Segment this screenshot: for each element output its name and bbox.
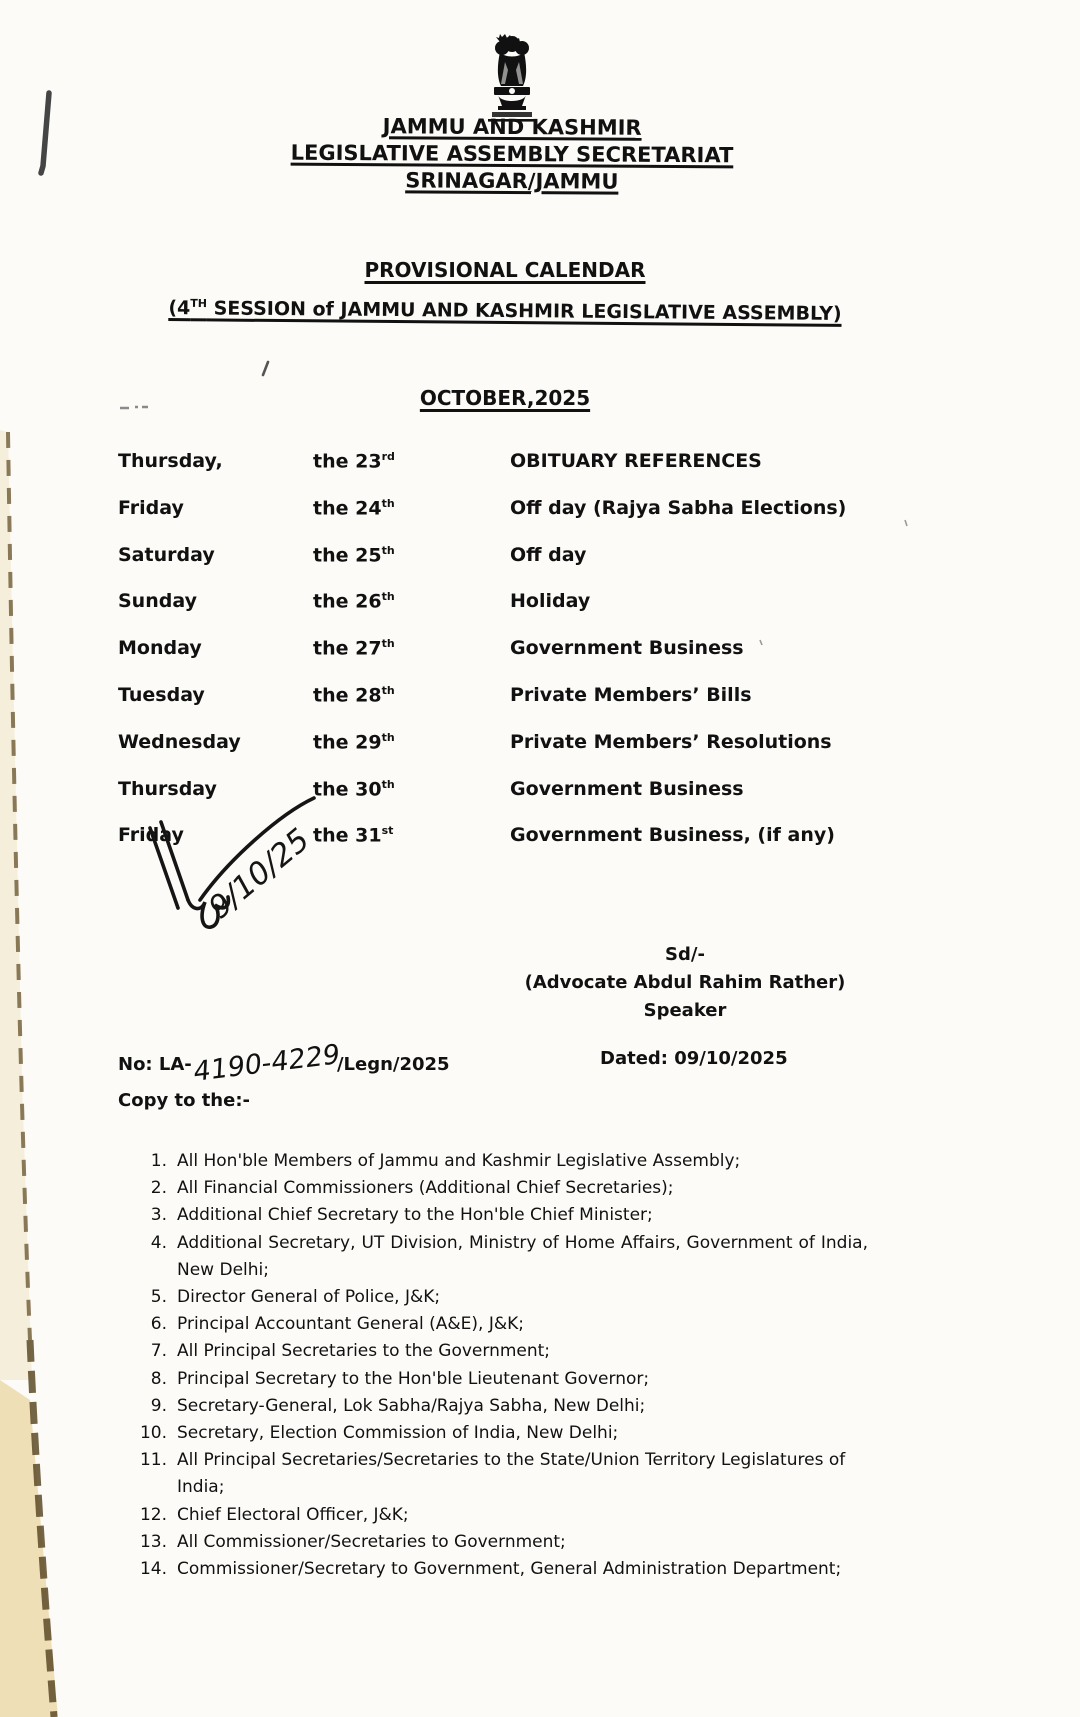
page-title: PROVISIONAL CALENDAR	[364, 258, 646, 282]
schedule-date: the 26th	[313, 590, 395, 613]
list-text: Chief Electoral Officer, J&K;	[177, 1504, 409, 1525]
schedule-row	[118, 731, 938, 778]
list-text: Additional Secretary, UT Division, Ministry of Home Affairs, Government of India, New Delhi;	[177, 1232, 868, 1280]
schedule-business: Government Business	[510, 777, 744, 800]
list-number: 12.	[139, 1504, 167, 1525]
schedule-business: Government Business	[510, 637, 744, 660]
list-number: 8.	[150, 1368, 167, 1389]
schedule-row	[118, 497, 938, 544]
schedule-day: Sunday	[118, 590, 197, 613]
list-text: Secretary-General, Lok Sabha/Rajya Sabha, New Delhi;	[177, 1395, 646, 1416]
list-text: Director General of Police, J&K;	[177, 1287, 441, 1308]
list-item	[120, 1230, 868, 1284]
list-number: 9.	[150, 1395, 167, 1416]
list-number: 6.	[150, 1314, 167, 1335]
signatory-block	[500, 941, 870, 1025]
schedule-business: Private Members’ Bills	[510, 683, 752, 706]
schedule-date: the 28th	[313, 683, 395, 707]
schedule-date: the 31st	[313, 824, 394, 847]
list-text: All Principal Secretaries/Secretaries to the State/Union Territory Legislatures of India;	[177, 1450, 846, 1498]
list-text: Principal Accountant General (A&E), J&K;	[177, 1314, 524, 1335]
schedule-row	[118, 590, 938, 637]
schedule-business: Holiday	[510, 590, 591, 613]
schedule-business: Private Members’ Resolutions	[510, 730, 832, 753]
list-item	[120, 1366, 868, 1393]
list-text: All Hon'ble Members of Jammu and Kashmir Legislative Assembly;	[177, 1151, 741, 1171]
reference-line	[118, 1038, 998, 1089]
reference-number: No: LA-4190-4229/Legn/2025	[118, 1038, 450, 1089]
month-title: OCTOBER,2025	[419, 386, 591, 410]
schedule-day: Wednesday	[118, 730, 241, 753]
signatory-role: Speaker	[643, 1000, 727, 1021]
schedule-date: the 25th	[313, 543, 395, 566]
schedule-day: Friday	[118, 496, 184, 519]
list-text: All Principal Secretaries to the Government;	[177, 1341, 551, 1362]
list-number: 3.	[150, 1205, 167, 1226]
list-item	[120, 1202, 868, 1229]
schedule-row	[118, 544, 938, 591]
schedule-day: Tuesday	[118, 683, 205, 706]
session-subtitle: (4TH SESSION of JAMMU AND KASHMIR LEGISLATIVE ASSEMBLY)	[168, 297, 842, 326]
schedule-business: Government Business, (if any)	[510, 824, 835, 847]
list-number: 4.	[150, 1232, 167, 1253]
schedule-row	[118, 684, 938, 731]
pen-mark	[41, 93, 49, 173]
org-line-2: LEGISLATIVE ASSEMBLY SECRETARIAT	[290, 140, 734, 168]
schedule-day: Saturday	[118, 543, 215, 566]
list-item	[120, 1311, 868, 1338]
schedule-day: Thursday,	[118, 450, 223, 472]
schedule-business: OBITUARY REFERENCES	[510, 450, 762, 472]
stray-comma-mark	[263, 362, 268, 375]
list-number: 1.	[150, 1151, 167, 1171]
list-number: 13.	[139, 1531, 167, 1552]
sd-label: Sd/-	[665, 944, 705, 965]
list-item	[120, 1447, 868, 1501]
list-number: 2.	[150, 1178, 167, 1199]
schedule-business: Off day	[510, 543, 587, 566]
list-text: Additional Chief Secretary to the Hon'ble Chief Minister;	[177, 1205, 653, 1226]
schedule-day: Friday	[118, 824, 184, 847]
list-item	[120, 1420, 868, 1447]
schedule-day: Monday	[118, 637, 202, 660]
schedule-date: the 23rd	[313, 450, 395, 473]
signatory-name: (Advocate Abdul Rahim Rather)	[524, 972, 846, 993]
letterhead	[112, 112, 912, 198]
list-number: 5.	[150, 1287, 167, 1308]
list-item	[120, 1502, 868, 1529]
dated-label: Dated: 09/10/2025	[600, 1048, 788, 1069]
emblem-of-india-icon	[478, 32, 546, 124]
copy-heading: Copy to the:-	[118, 1090, 250, 1111]
schedule-date: the 29th	[313, 730, 395, 754]
list-number: 10.	[139, 1423, 167, 1444]
list-item	[120, 1338, 868, 1365]
list-text: All Financial Commissioners (Additional Chief Secretaries);	[177, 1178, 674, 1199]
schedule-row	[118, 450, 938, 497]
list-text: Principal Secretary to the Hon'ble Lieutenant Governor;	[177, 1368, 650, 1389]
org-line-1: JAMMU AND KASHMIR	[382, 114, 642, 140]
list-number: 7.	[150, 1341, 167, 1362]
schedule-date: the 24th	[313, 496, 395, 520]
list-number: 11.	[139, 1450, 167, 1471]
schedule-date: the 27th	[313, 637, 395, 660]
org-line-3: SRINAGAR/JAMMU	[405, 168, 619, 194]
list-text: Secretary, Election Commission of India, New Delhi;	[177, 1423, 619, 1444]
list-item	[120, 1284, 868, 1311]
copy-list	[120, 1148, 868, 1583]
list-item	[120, 1393, 868, 1420]
handwritten-number: 4190-4229	[192, 1038, 341, 1089]
list-item	[120, 1529, 868, 1556]
signature-scribble	[128, 788, 338, 938]
schedule-day: Thursday	[118, 777, 217, 800]
list-number: 14.	[139, 1559, 167, 1580]
schedule-date: the 30th	[313, 777, 395, 800]
list-item	[120, 1148, 868, 1175]
schedule-row	[118, 637, 938, 684]
list-item	[120, 1175, 868, 1202]
list-text: All Commissioner/Secretaries to Government;	[177, 1531, 566, 1552]
list-text: Commissioner/Secretary to Government, General Administration Department;	[177, 1559, 842, 1580]
signature-date-handwritten: 9/10/25	[202, 821, 317, 927]
list-item	[120, 1556, 868, 1583]
schedule-business: Off day (Rajya Sabha Elections)	[510, 496, 847, 519]
